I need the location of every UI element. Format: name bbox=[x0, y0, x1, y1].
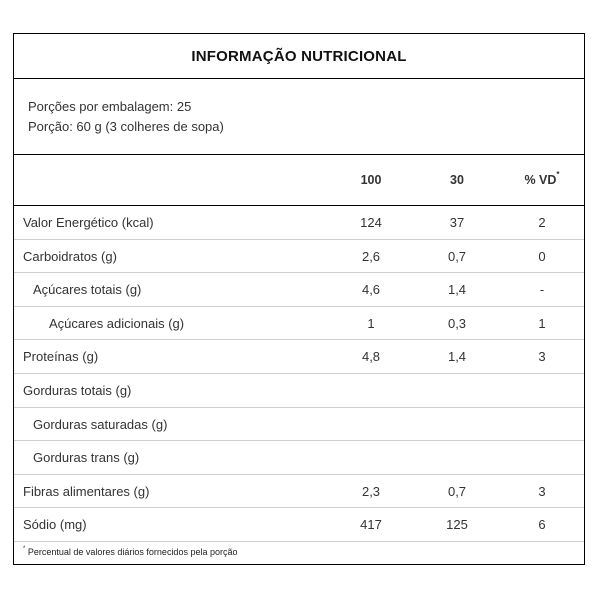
nutrient-label: Carboidratos (g) bbox=[23, 248, 117, 264]
value-100: 2,6 bbox=[361, 248, 381, 264]
table-row bbox=[14, 374, 584, 408]
value-vd: 1 bbox=[538, 315, 546, 331]
nutrient-label: Gorduras saturadas (g) bbox=[33, 416, 168, 432]
nutrient-label: Sódio (mg) bbox=[23, 517, 87, 533]
footnote-text: Percentual de valores diários fornecidos pela porção bbox=[27, 547, 238, 557]
value-30: 0,7 bbox=[447, 248, 467, 264]
value-vd: 2 bbox=[538, 215, 546, 230]
footnote-marker: * bbox=[23, 546, 26, 552]
value-30: 1,4 bbox=[447, 349, 467, 365]
column-header-vd bbox=[524, 170, 560, 187]
column-header-row bbox=[14, 155, 584, 206]
column-header-vd-label: % VD bbox=[524, 173, 557, 187]
value-30: 0,3 bbox=[447, 315, 467, 331]
nutrient-label: Valor Energético (kcal) bbox=[23, 215, 154, 230]
nutrition-facts-table bbox=[13, 33, 585, 565]
value-30: 125 bbox=[446, 517, 468, 533]
column-header-100: 100 bbox=[360, 173, 382, 187]
portions-per-package: Porções por embalagem: 25 bbox=[28, 99, 192, 114]
value-100: 4,6 bbox=[361, 282, 381, 298]
column-header-30: 30 bbox=[450, 173, 464, 187]
table-row bbox=[14, 206, 584, 240]
table-row bbox=[14, 408, 584, 442]
value-100: 124 bbox=[360, 215, 382, 230]
table-row bbox=[14, 475, 584, 509]
table-row bbox=[14, 307, 584, 341]
value-100: 1 bbox=[367, 315, 375, 331]
table-row bbox=[14, 441, 584, 475]
nutrient-label: Açúcares adicionais (g) bbox=[49, 315, 185, 331]
vd-marker: * bbox=[556, 170, 560, 179]
value-vd: 3 bbox=[538, 349, 546, 365]
nutrient-label: Proteínas (g) bbox=[23, 349, 99, 365]
table-row bbox=[14, 340, 584, 374]
table-title: INFORMAÇÃO NUTRICIONAL bbox=[14, 34, 584, 79]
nutrient-label: Fibras alimentares (g) bbox=[23, 483, 150, 499]
table-row bbox=[14, 508, 584, 542]
value-vd: 3 bbox=[538, 483, 546, 499]
nutrient-label: Gorduras totais (g) bbox=[23, 382, 132, 398]
value-vd: - bbox=[539, 282, 545, 298]
value-100: 2,3 bbox=[361, 483, 381, 499]
table-row bbox=[14, 240, 584, 274]
portions-section bbox=[14, 79, 584, 155]
nutrient-rows bbox=[14, 206, 584, 542]
value-vd: 0 bbox=[538, 248, 546, 264]
value-100: 417 bbox=[360, 517, 382, 533]
value-30: 37 bbox=[449, 215, 465, 230]
nutrient-label: Açúcares totais (g) bbox=[33, 282, 142, 298]
value-30: 0,7 bbox=[447, 483, 467, 499]
nutrient-label: Gorduras trans (g) bbox=[33, 450, 140, 466]
value-vd: 6 bbox=[538, 517, 546, 533]
table-row bbox=[14, 273, 584, 307]
portion-size: Porção: 60 g (3 colheres de sopa) bbox=[28, 119, 224, 134]
value-100: 4,8 bbox=[361, 349, 381, 365]
value-30: 1,4 bbox=[447, 282, 467, 298]
footnote bbox=[14, 542, 584, 565]
